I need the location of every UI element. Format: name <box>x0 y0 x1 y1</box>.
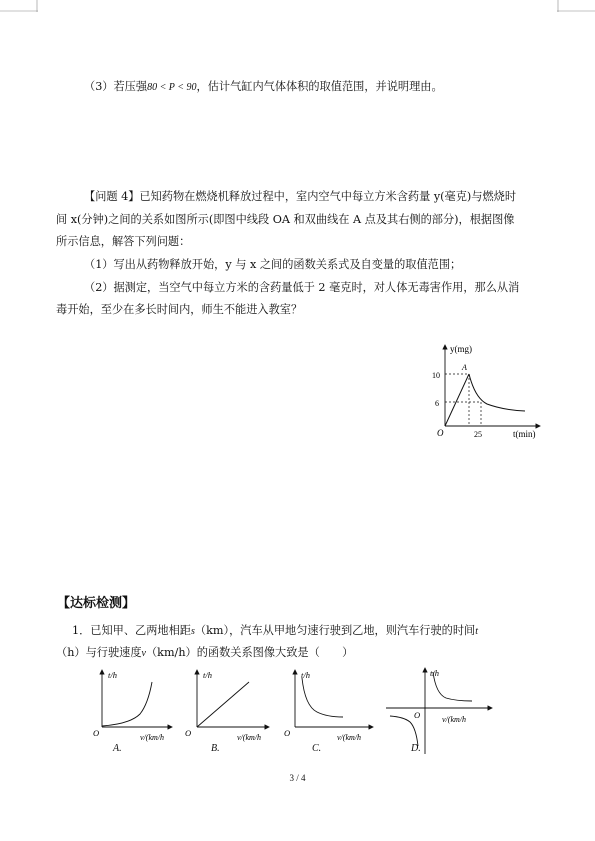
choice-d-graph[interactable] <box>386 664 496 756</box>
svg-text:t/h: t/h <box>430 668 439 678</box>
svg-text:O: O <box>93 728 100 738</box>
problem4-line3: 所示信息，解答下列问题： <box>56 235 191 248</box>
drug-concentration-graph <box>425 340 550 440</box>
problem4-line2: 间 x(分钟)之间的关系如图所示(即图中线段 OA 和双曲线在 A 点及其右侧的部分)，根据图像 <box>56 213 515 226</box>
part3-text: （3）若压强80 < P < 90，估计气缸内气体体积的取值范围，并说明理由。 <box>84 80 443 93</box>
question1-line2: （h）与行驶速度v（km/h）的函数关系图像大致是（ ） <box>56 646 354 659</box>
graph-hyperbola <box>469 374 525 411</box>
svg-text:O: O <box>414 710 421 720</box>
page-number: 3 / 4 <box>289 773 306 783</box>
svg-text:v/(km/h: v/(km/h <box>442 715 466 724</box>
choice-a-letter[interactable]: A. <box>113 743 122 754</box>
graph-y-label: y(mg) <box>450 344 472 354</box>
problem4-question2-line2: 毒开始，至少在多长时间内，师生不能进入教室？ <box>56 303 303 316</box>
question1-line1: 1．已知甲、乙两地相距s（km），汽车从甲地匀速行驶到乙地，则汽车行驶的时间t <box>72 624 478 637</box>
graph-y-tick-10: 10 <box>432 371 440 380</box>
svg-text:t/h: t/h <box>203 670 212 680</box>
section-title: 【达标检测】 <box>57 596 136 611</box>
crop-mark-left <box>0 0 38 12</box>
svg-text:v/(km/h: v/(km/h <box>337 733 361 742</box>
graph-x-label: t(min) <box>513 429 536 439</box>
graph-x-tick-25: 25 <box>474 430 482 439</box>
graph-origin: O <box>437 428 444 438</box>
choice-d-letter[interactable]: D. <box>411 743 421 754</box>
graph-point-a: A <box>462 363 467 372</box>
svg-text:t/h: t/h <box>108 670 117 680</box>
svg-text:t/h: t/h <box>301 670 310 680</box>
svg-text:v/(km/h: v/(km/h <box>237 733 261 742</box>
crop-mark-right <box>557 0 595 12</box>
graph-y-tick-6: 6 <box>435 399 439 408</box>
graph-segment-oa <box>445 374 469 426</box>
problem4-line1: 【问题 4】已知药物在燃烧机释放过程中，室内空气中每立方米含药量 y(毫克)与燃烧时 <box>84 190 517 203</box>
svg-text:v/(km/h: v/(km/h <box>140 733 164 742</box>
choice-c-letter[interactable]: C. <box>312 743 322 754</box>
problem4-question1: （1）写出从药物释放开始，y 与 x 之间的函数关系式及自变量的取值范围； <box>84 258 462 271</box>
choice-b-graph[interactable] <box>183 664 273 744</box>
svg-text:O: O <box>185 728 192 738</box>
choice-a-graph[interactable] <box>88 664 176 744</box>
choice-b-letter[interactable]: B. <box>211 743 220 754</box>
pressure-condition: 80 < P < 90 <box>147 82 197 93</box>
svg-text:O: O <box>284 728 291 738</box>
problem4-question2-line1: （2）据测定，当空气中每立方米的含药量低于 2 毫克时，对人体无毒害作用，那么从消 <box>84 281 520 294</box>
choice-c-graph[interactable] <box>281 664 377 744</box>
